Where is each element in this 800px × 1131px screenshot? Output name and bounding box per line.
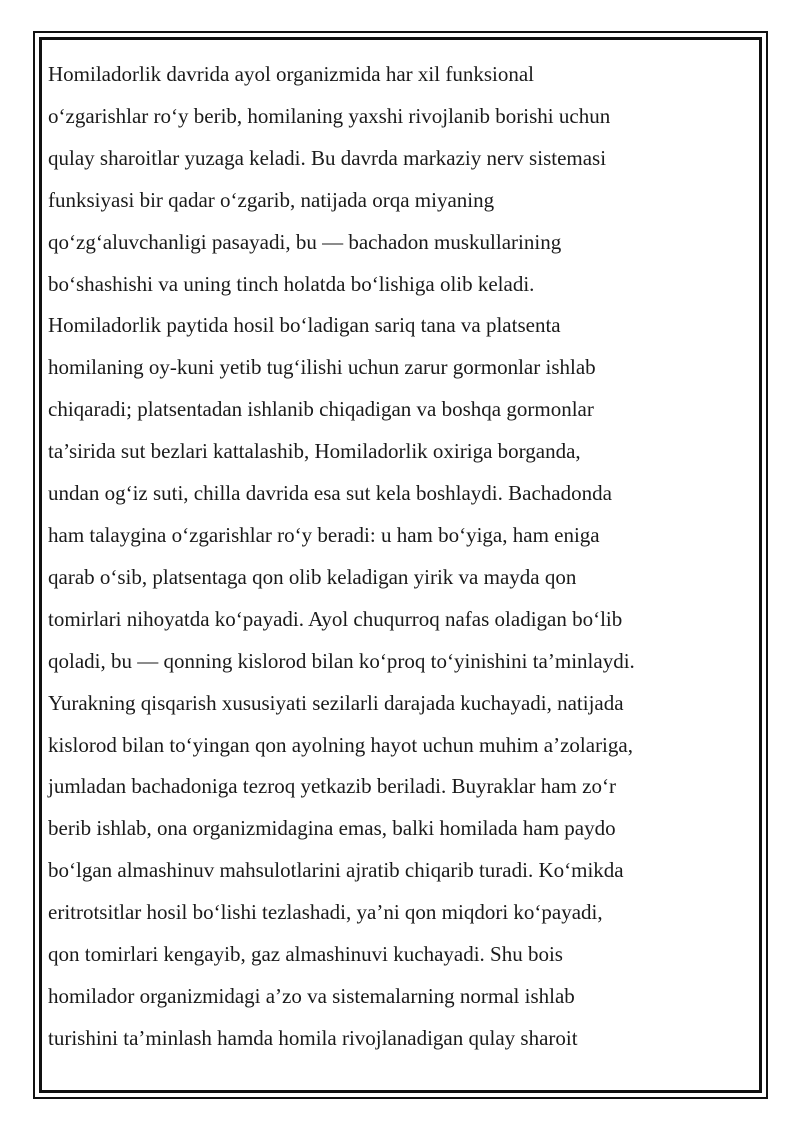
text-line: qoladi, bu — qonning kislorod bilan ko‘proq to‘yinishini ta’minlaydi. (48, 648, 635, 673)
text-line: bo‘lgan almashinuv mahsulotlarini ajratib chiqarib turadi. Ko‘mikda (48, 858, 624, 883)
text-line: funksiyasi bir qadar o‘zgarib, natijada orqa miyaning (48, 187, 495, 212)
text-line: bo‘shashishi va uning tinch holatda bo‘lishiga olib keladi. (48, 271, 535, 296)
text-line: Homiladorlik davrida ayol organizmida har xil funksional (48, 62, 534, 86)
text-line: qon tomirlari kengayib, gaz almashinuvi kuchayadi. Shu bois (48, 942, 563, 967)
text-line: qarab o‘sib, platsentaga qon olib keladigan yirik va mayda qon (48, 564, 577, 589)
text-line: ham talaygina o‘zgarishlar ro‘y beradi: u ham bo‘yiga, ham eniga (48, 522, 600, 547)
body-paragraph (48, 54, 760, 1060)
text-line: undan og‘iz suti, chilla davrida esa sut kela boshlaydi. Bachadonda (48, 481, 612, 506)
text-line: homilaning oy-kuni yetib tug‘ilishi uchun zarur gormonlar ishlab (48, 355, 596, 380)
text-line: homilador organizmidagi a’zo va sistemalarning normal ishlab (48, 983, 575, 1008)
text-line: Yurakning qisqarish xususiyati sezilarli darajada kuchayadi, natijada (48, 690, 624, 715)
text-line: tomirlari nihoyatda ko‘payadi. Ayol chuqurroq nafas oladigan bo‘lib (48, 606, 623, 631)
text-line: Homiladorlik paytida hosil bo‘ladigan sariq tana va platsenta (48, 313, 561, 338)
text-line: eritrotsitlar hosil bo‘lishi tezlashadi, ya’ni qon miqdori ko‘payadi, (48, 900, 603, 925)
text-line: berib ishlab, ona organizmidagina emas, balki homilada ham paydo (48, 816, 616, 841)
text-line: qulay sharoitlar yuzaga keladi. Bu davrda markaziy nerv sistemasi (48, 145, 607, 170)
text-line: o‘zgarishlar ro‘y berib, homilaning yaxshi rivojlanib borishi uchun (48, 103, 611, 128)
text-line: chiqaradi; platsentadan ishlanib chiqadigan va boshqa gormonlar (48, 397, 594, 422)
text-line: qo‘zg‘aluvchanligi pasayadi, bu — bachadon muskullarining (48, 229, 562, 254)
text-line: jumladan bachadoniga tezroq yetkazib beriladi. Buyraklar ham zo‘r (48, 774, 616, 799)
text-line: turishini ta’minlash hamda homila rivojlanadigan qulay sharoit (48, 1025, 578, 1050)
text-line: kislorod bilan to‘yingan qon ayolning hayot uchun muhim a’zolariga, (48, 732, 633, 757)
text-line: ta’sirida sut bezlari kattalashib, Homiladorlik oxiriga borganda, (48, 439, 581, 464)
